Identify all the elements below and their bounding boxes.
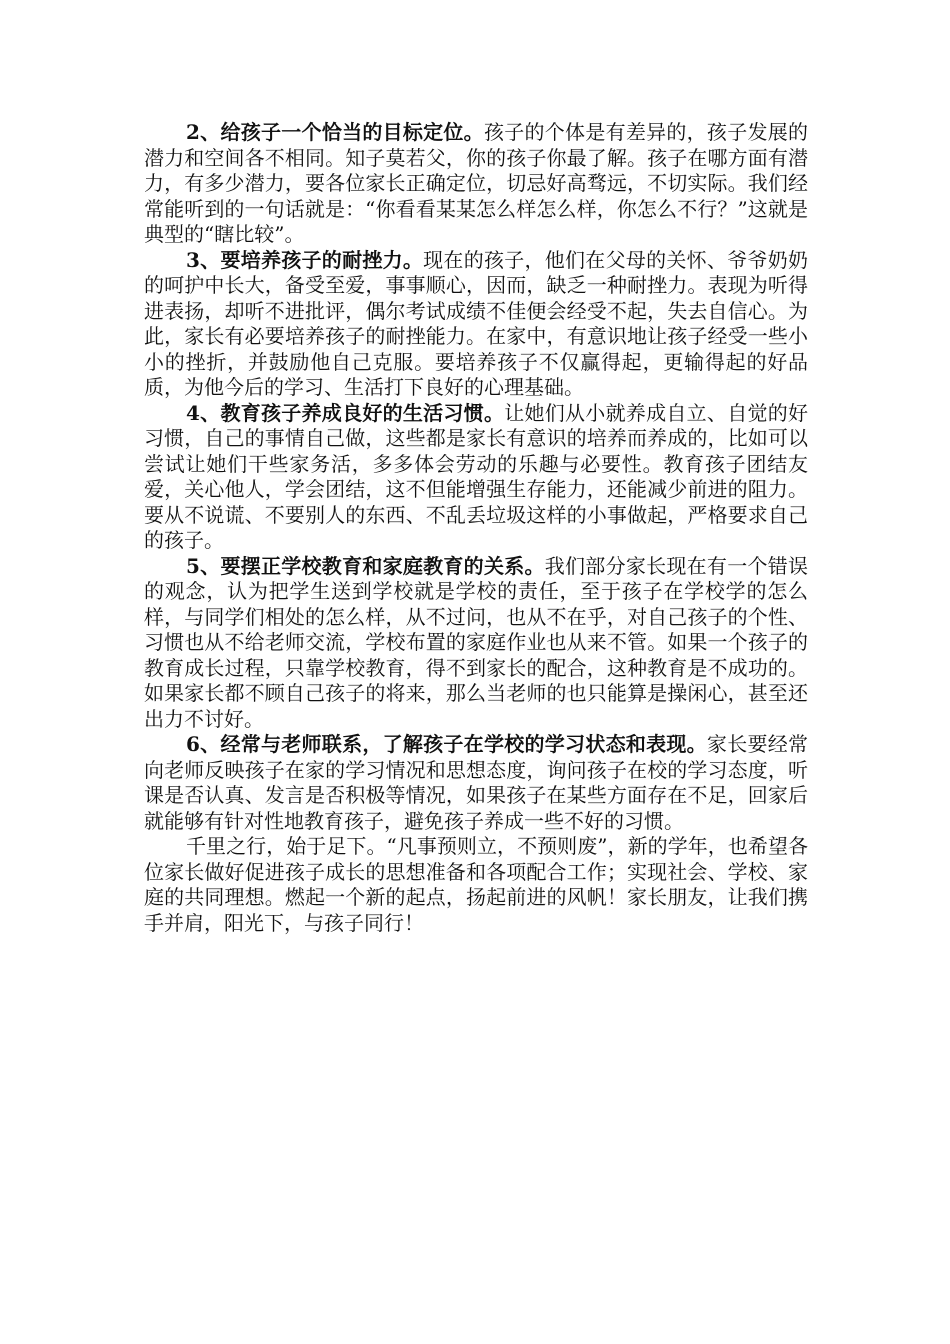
paragraph-school-family-relation bbox=[144, 554, 808, 733]
paragraph-body: 家长要经常向老师反映孩子在家的学习情况和思想态度，询问孩子在校的学习态度，听课是否认真、发言是否积极等情况，如果孩子在某些方面存在不足，回家后就能够有针对性地教育孩子，避免孩子养成一些不好的习惯。 bbox=[144, 732, 808, 833]
paragraph-body: 孩子的个体是有差异的，孩子发展的潜力和空间各不相同。知子莫若父，你的孩子你最了解。孩子在哪方面有潜力，有多少潜力，要各位家长正确定位，切忌好高骛远，不切实际。我们经常能听到的一句话就是：“你看看某某怎么样怎么样，你怎么不行？”这就是典型的“瞎比较”。 bbox=[144, 120, 809, 246]
paragraph-body: 现在的孩子，他们在父母的关怀、爷爷奶奶的呵护中长大，备受至爱，事事顺心，因而，缺乏一种耐挫力。表现为听得进表扬，却听不进批评，偶尔考试成绩不佳便会经受不起，失去自信心。为此，家长有必要培养孩子的耐挫能力。在家中，有意识地让孩子经受一些小小的挫折，并鼓励他自己克服。要培养孩子不仅赢得起，更输得起的好品质，为他今后的学习、生活打下良好的心理基础。 bbox=[144, 247, 809, 399]
paragraph-closing bbox=[144, 834, 808, 936]
paragraph-heading: 3、要培养孩子的耐挫力。 bbox=[186, 247, 424, 272]
paragraph-body: 千里之行，始于足下。“凡事预则立，不预则废”，新的学年，也希望各位家长做好促进孩子成长的思想准备和各项配合工作；实现社会、学校、家庭的共同理想。燃起一个新的起点，扬起前进的风帆！家长朋友，让我们携手并肩，阳光下，与孩子同行！ bbox=[144, 834, 808, 935]
document-page bbox=[144, 120, 808, 936]
paragraph-body: 我们部分家长现在有一个错误的观念，认为把学生送到学校就是学校的责任，至于孩子在学校学的怎么样，与同学们相处的怎么样，从不过问，也从不在乎，对自己孩子的个性、习惯也从不给老师交流，学校布置的家庭作业也从来不管。如果一个孩子的教育成长过程，只靠学校教育，得不到家长的配合，这种教育是不成功的。如果家长都不顾自己孩子的将来，那么当老师的也只能算是操闲心，甚至还出力不讨好。 bbox=[144, 553, 808, 731]
paragraph-heading: 5、要摆正学校教育和家庭教育的关系。 bbox=[186, 553, 545, 578]
paragraph-contact-teacher bbox=[144, 732, 808, 834]
paragraph-target-positioning bbox=[144, 120, 808, 248]
paragraph-heading: 6、经常与老师联系，了解孩子在学校的学习状态和表现。 bbox=[186, 732, 707, 756]
paragraph-frustration-tolerance bbox=[144, 248, 808, 401]
paragraph-heading: 2、给孩子一个恰当的目标定位。 bbox=[186, 120, 484, 144]
paragraph-body: 让她们从小就养成自立、自觉的好习惯，自己的事情自己做，这些都是家长有意识的培养而养成的，比如可以尝试让她们干些家务活，多多体会劳动的乐趣与必要性。教育孩子团结友爱，关心他人，学会团结，这不但能增强生存能力，还能减少前进的阻力。要从不说谎、不要别人的东西、不乱丢垃圾这样的小事做起，严格要求自己的孩子。 bbox=[144, 400, 809, 552]
paragraph-heading: 4、教育孩子养成良好的生活习惯。 bbox=[186, 400, 505, 425]
paragraph-living-habits bbox=[144, 401, 808, 554]
